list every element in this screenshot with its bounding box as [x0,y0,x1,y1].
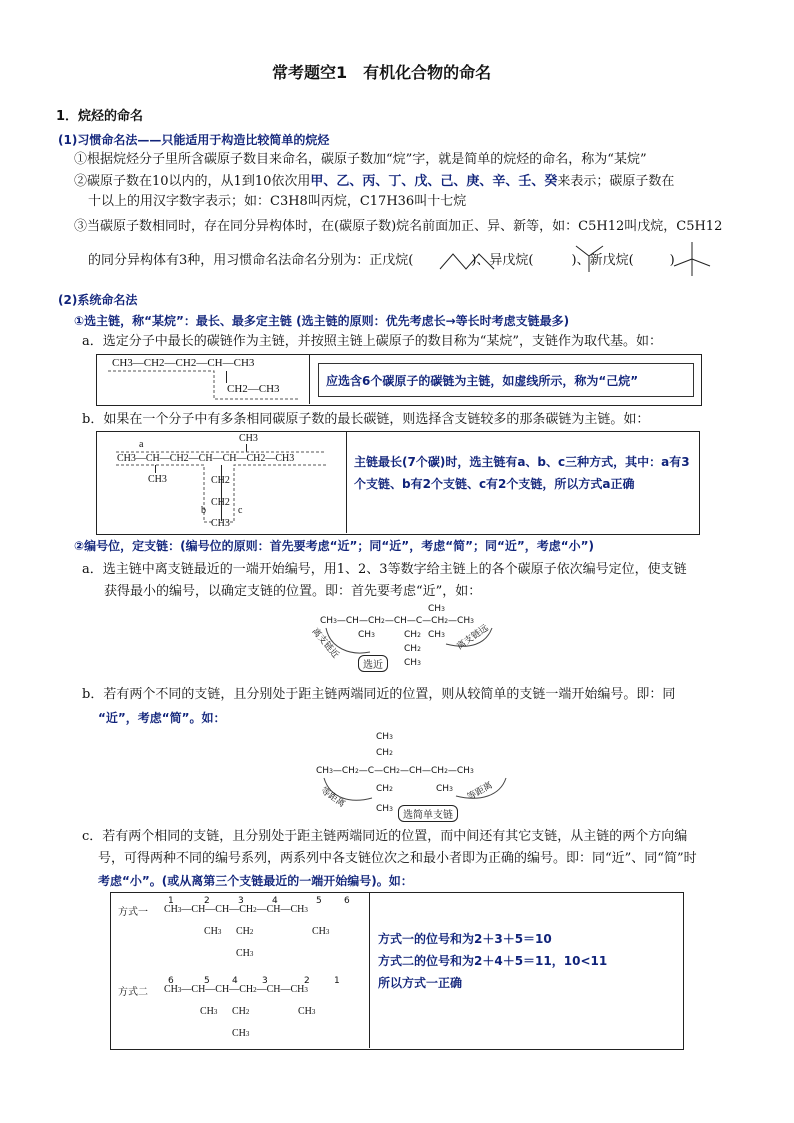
example-b-chain-3: CH3 [211,518,230,529]
rule-c-c-text1: c．若有两个相同的支链，且分别处于距主链两端同近的位置，而中间还有其它支链，从主链的两个方向编 [82,829,688,844]
rule-c-c-text2: 号，可得两种不同的编号系列，两系列中各支链位次之和最小者即为正确的编号。即：同“近”、同“简”时 [98,851,697,866]
example-a-branch: CH2—CH3 [227,383,280,395]
habit-heading: (1)习惯命名法——只能适用于构造比较简单的烷烃 [58,133,330,147]
rule-c-a-text2: 获得最小的编号，以确定支链的位置。即：首先要考虑“近”，如： [104,584,482,599]
habit-item-2a: ②碳原子数在10以内的，从1到10依次用 [74,174,311,189]
example-c-note-1: 方式一的位号和为2＋3＋5＝10 [378,932,552,946]
example-c-note-2: 方式二的位号和为2＋4＋5＝11，10<11 [378,954,608,968]
near-bubble: 选近 [358,655,388,672]
example-c-divider [369,892,370,1048]
label-c: c [238,505,243,516]
page-title: 常考题空1 有机化合物的命名 [272,63,492,82]
rule-c-b-text1: b．若有两个不同的支链，且分别处于距主链两端同近的位置，则从较简单的支链一端开始编号。即：同 [82,687,676,702]
step-2-text: ②编号位，定支链：(编号位的原则：首先要考虑“近”；同“近”，考虑“简”；同“近”，考虑“小”) [74,539,594,553]
example-b-chain-2: CH2 [211,497,230,508]
simple-right-label: 等距离 [466,780,495,803]
example-b-chain-1: CH2 [211,475,230,486]
n-pentane-skeleton [438,250,500,272]
method-2-formula: 6 5 4 3 2 1 CH3—CH—CH—CH2—CH—CH3 CH3 CH2 CH3 CH3 [164,976,340,1039]
habit-item-2 [74,173,674,191]
rule-a-text: a．选定分子中最长的碳链作为主链，并按照主链上碳原子的数目称为“某烷”，支链作为取代基。如： [82,334,663,349]
near-right-label: 离支链远 [455,623,491,653]
simple-left-label: 等距离 [318,785,347,810]
habit-item-2b: 来表示；碳原子数在 [557,174,675,189]
habit-item-3e: ) [669,253,675,268]
example-a-dashed-main-chain [104,355,304,401]
habit-item-3a: ③当碳原子数相同时，存在同分异构体时，在(碳原子数)烷名前面加正、异、新等，如：C5H12叫戊烷，C5H12 [74,219,723,234]
habit-item-1: ①根据烷烃分子里所含碳原子数目来命名，碳原子数加“烷”字，就是简单的烷烃的命名，称为“某烷” [74,152,647,167]
diagram-simple: CH3 CH2 CH3—CH2—C—CH2—CH—CH2—CH3 CH2 CH3 CH3 等距离 等距离 [316,732,516,822]
example-a-divider [309,354,310,404]
example-c-note-3: 所以方式一正确 [378,976,463,990]
system-step-1 [74,312,569,331]
rule-c-c-text3: 考虑“小”。(或从离第三个支链最近的一端开始编号)。如： [98,874,413,888]
label-b: b [201,505,206,516]
label-a: a [139,439,144,450]
near-left-label: 离支链近 [309,626,341,661]
habit-item-2c: 十以上的用汉字数字表示；如：C3H8叫丙烷，C17H36叫十七烷 [88,194,467,209]
example-b-left-ch3: CH3 [148,474,167,485]
method-1-label: 方式一 [118,907,148,918]
section-heading: 1．烷烃的命名 [56,109,144,124]
simple-bubble: 选简单支链 [398,805,458,822]
diagram-near: CH3 CH3—CH—CH2—CH—C—CH2—CH3 CH3 CH2 CH3 CH2 CH3 离支链近 离支链远 [309,604,491,668]
method-2-label: 方式二 [118,987,148,998]
system-heading: (2)系统命名法 [58,293,138,307]
example-b-main-chain: CH3—CH—CH2—CH—CH—CH2—CH3 [117,453,295,464]
rule-c-b-text2: “近”，考虑“简”。如： [98,711,226,725]
habit-item-3b: 的同分异构体有3种，用习惯命名法命名分别为：正戊烷( [88,253,414,268]
method-1-formula: 1 2 3 4 5 6 CH3—CH—CH—CH2—CH—CH3 CH3 CH2 CH3 CH3 [164,896,350,959]
rule-b-text: b．如果在一个分子中有多条相同碳原子数的最长碳链，则选择含支链较多的那条碳链为主链。如： [82,412,650,427]
rule-c-a-text1: a．选主链中离支链最近的一端开始编号，用1、2、3等数字给主链上的各个碳原子依次编号定位，使支链 [82,562,687,577]
tiangan: 甲、乙、丙、丁、戊、己、庚、辛、壬、癸 [310,174,558,189]
example-b-top-ch3: CH3 [239,433,258,444]
neopentane-skeleton [669,240,712,278]
example-a-main-chain: CH3—CH2—CH2—CH—CH3 [112,357,255,369]
example-b-note: 主链最长(7个碳)时，选主链有a、b、c三种方式，其中：a有3个支链、b有2个支链、c有2个支链，所以方式a正确 [354,455,690,491]
isopentane-skeleton [573,242,609,274]
habit-item-3d: )、新戊烷( [571,253,634,268]
example-b-bond-chain [221,465,222,521]
example-a-note: 应选含6个碳原子的碳链为主链，如虚线所示，称为“己烷” [326,374,639,388]
rule-c-c-text2-wrap [98,850,697,868]
example-b-bond-left [155,465,156,473]
habit-item-3c: )、异戊烷( [471,253,534,268]
system-step-2 [74,537,594,556]
example-b-divider [346,431,347,533]
step-1-text: ①选主链，称“某烷”：最长、最多定主链 (选主链的原则：优先考虑长→等长时考虑支链最多) [74,314,570,328]
